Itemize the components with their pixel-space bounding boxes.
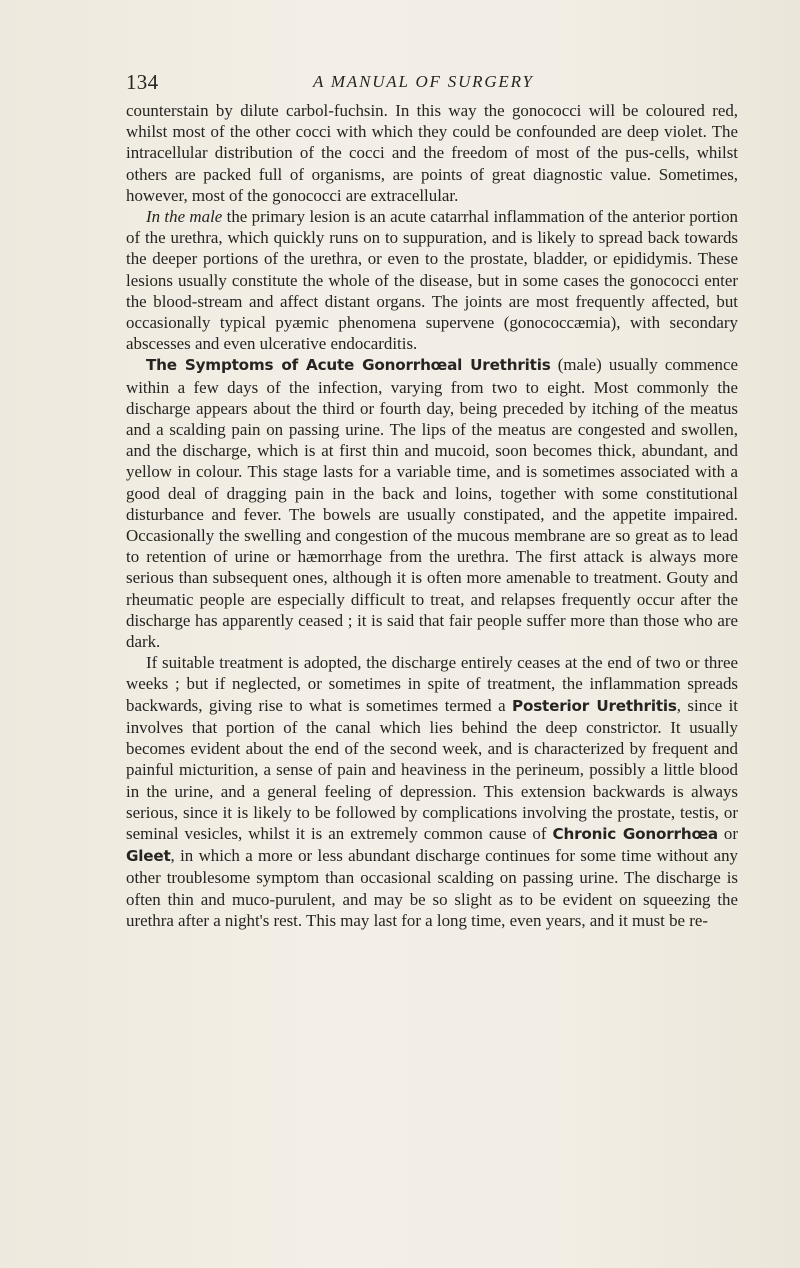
paragraph-2 [126, 206, 738, 354]
paragraph-3 [126, 354, 738, 652]
symptoms-heading: The Symptoms of Acute Gonorrhœal Urethritis [146, 356, 551, 375]
gleet-heading: Gleet [126, 847, 171, 866]
page-number: 134 [126, 70, 159, 94]
paragraph-4-text-b: , since it involves that portion of the canal which lies behind the deep constrictor. It usually becomes evident about the end of the second week, and is characterized by frequent and painful micturition, a sense of pain and heaviness in the perineum, possibly a little blood in the urine, and a general feeling of depression. This extension backwards is always serious, since it is likely to be followed by complications involving the prostate, testis, or seminal vesicles, whilst it is an extremely common cause of [126, 695, 738, 843]
paragraph-4-text-d: , in which a more or less abundant discharge continues for some time without any other troublesome symptom than occasional scalding on passing urine. The discharge is often thin and muco-purulent, and may be so slight as to be evident on squeezing the urethra after a night's rest. This may last for a long time, even years, and it must be re- [126, 846, 738, 930]
paragraph-4-text-c: or [717, 823, 738, 843]
body-text [126, 100, 738, 931]
paragraph-2-text: the primary lesion is an acute catarrhal inflammation of the anterior portion of the urethra, which quickly runs on to suppuration, and is likely to spread back towards the deeper portions of the urethra, or even to the prostate, bladder, or epididymis. These lesions usually constitute the whole of the disease, but in some cases the gonococci enter the blood-stream and affect distant organs. The joints are most frequently affected, but occasionally typical pyæmic phenomena supervene (gonococcæmia), with secondary abscesses and even ulcerative endocarditis. [126, 207, 738, 354]
paragraph-4 [126, 652, 738, 931]
paragraph-3-text: (male) usually commence within a few days of the infection, varying from two to eight. Most commonly the discharge appears about the third or fourth day, being preceded by itching of the meatus and a scalding pain on passing urine. The lips of the meatus are congested and swollen, and the discharge, which is at first thin and mucoid, soon becomes thick, abundant, and yellow in colour. This stage lasts for a variable time, and is sometimes associated with a good deal of dragging pain in the back and loins, together with some constitutional disturbance and fever. The bowels are usually constipated, and the appetite impaired. Occasionally the swelling and congestion of the mucous membrane are so great as to lead to retention of urine or hæmorrhage from the urethra. The first attack is always more serious than subsequent ones, although it is often more amenable to treatment. Gouty and rheumatic people are especially difficult to treat, and relapses frequently occur after the discharge has apparently ceased ; it is said that fair people suffer more than those who are dark. [126, 355, 738, 652]
in-the-male-italic: In the male [146, 207, 223, 227]
paragraph-4-text-a: If suitable treatment is adopted, the discharge entirely ceases at the end of two or three weeks ; but if neglected, or sometimes in spite of treatment, the inflammation spreads backwards, giving rise to what is sometimes termed a [126, 653, 738, 715]
paragraph-1 [126, 100, 738, 206]
posterior-urethritis-heading: Posterior Urethritis [512, 696, 677, 715]
running-head [126, 66, 746, 94]
chronic-gonorrhoea-heading: Chronic Gonorrhœa [552, 824, 718, 843]
paragraph-1-text: counterstain by dilute carbol-fuchsin. In this way the gonococci will be coloured red, whilst most of the other cocci with which they could be confounded are deep violet. The intracellular distribution of the cocci and the freedom of most of the pus-cells, whilst others are packed full of organisms, are points of great diagnostic value. Sometimes, however, most of the gonococci are extracellular. [126, 101, 738, 205]
running-title: A MANUAL OF SURGERY [313, 72, 534, 91]
